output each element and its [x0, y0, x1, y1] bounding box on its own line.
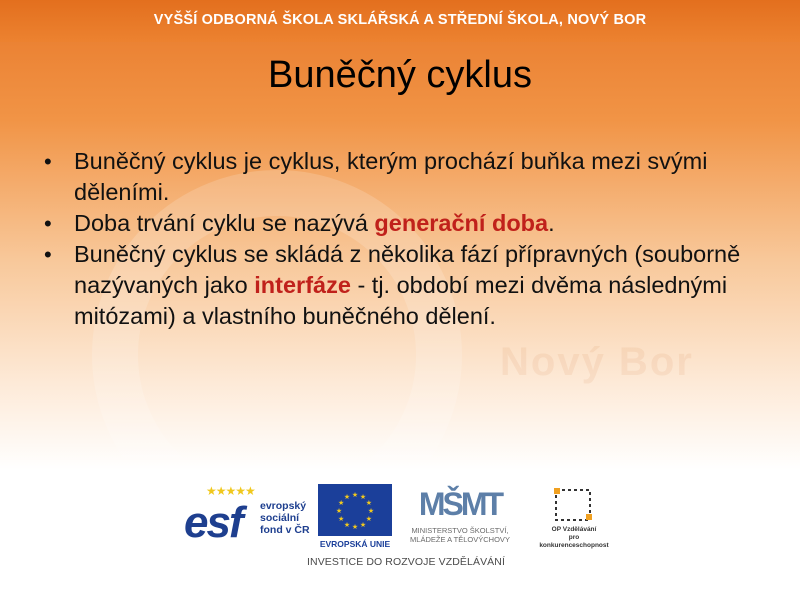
- bullet-text: Doba trvání cyklu se nazývá: [74, 210, 375, 236]
- highlighted-term: generační doba: [374, 210, 549, 236]
- msmt-caption-line: MLÁDEŽE A TĚLOVÝCHOVY: [410, 535, 510, 544]
- opvk-square-icon: [550, 484, 598, 526]
- bullet-item: [44, 146, 764, 208]
- esf-line: fond v ČR: [260, 524, 310, 536]
- eu-star: ★: [359, 494, 367, 502]
- bullet-item: [44, 208, 764, 239]
- eu-star: ★: [343, 521, 351, 529]
- opvk-caption-line: pro konkurenceschopnost: [539, 534, 609, 549]
- opvk-logo: [534, 484, 614, 550]
- watermark-text: Nový Bor: [500, 340, 694, 384]
- msmt-caption-line: MINISTERSTVO ŠKOLSTVÍ,: [411, 526, 509, 535]
- eu-star: ★: [343, 494, 351, 502]
- eu-star: ★: [351, 524, 359, 531]
- eu-star: ★: [337, 516, 345, 523]
- bullet-item: [44, 239, 764, 332]
- highlighted-term: interfáze: [254, 272, 351, 298]
- eu-star: ★: [335, 508, 343, 515]
- esf-caption: [260, 500, 310, 536]
- bullet-dot-icon: •: [44, 211, 52, 236]
- eu-star: ★: [359, 521, 367, 529]
- bullet-dot-icon: •: [44, 242, 52, 267]
- bullet-text: - tj. období mezi dvěma následnými mitózami) a vlastního buněčného dělení.: [74, 272, 728, 329]
- eu-stars-icon: [318, 484, 392, 536]
- opvk-caption-line: OP Vzdělávání: [551, 526, 597, 533]
- bullet-text: Buněčný cyklus se skládá z několika fází přípravných (souborně nazývaných jako: [74, 241, 741, 298]
- eu-star: ★: [365, 516, 373, 523]
- bullet-text: Buněčný cyklus je cyklus, kterým prochází buňka mezi svými děleními.: [74, 148, 708, 205]
- eu-star: ★: [337, 500, 345, 507]
- esf-line: sociální: [260, 512, 300, 524]
- bullet-text: .: [548, 210, 555, 236]
- msmt-logo: [396, 482, 524, 548]
- esf-letters: esf: [184, 498, 242, 547]
- eu-caption: EVROPSKÁ UNIE: [319, 539, 391, 549]
- msmt-mark: MŠMT: [418, 486, 502, 522]
- bullet-list: [44, 146, 764, 332]
- eu-logo: [318, 484, 392, 550]
- slide-title: Buněčný cyklus: [267, 54, 532, 96]
- eu-star: ★: [365, 500, 373, 507]
- esf-line: evropský: [260, 500, 307, 512]
- eu-star: ★: [367, 508, 375, 515]
- eu-flag-icon: [318, 484, 392, 536]
- eu-star: ★: [351, 492, 359, 499]
- esf-logo: [184, 484, 312, 546]
- investment-caption: INVESTICE DO ROZVOJE VZDĚLÁVÁNÍ: [307, 556, 505, 568]
- school-name-header: VYŠŠÍ ODBORNÁ ŠKOLA SKLÁŘSKÁ A STŘEDNÍ ŠKOLA, NOVÝ BOR: [153, 12, 647, 28]
- funding-logo-bar: [178, 476, 628, 576]
- bullet-dot-icon: •: [44, 149, 52, 174]
- esf-stars-icon: ★★★★★: [206, 484, 255, 498]
